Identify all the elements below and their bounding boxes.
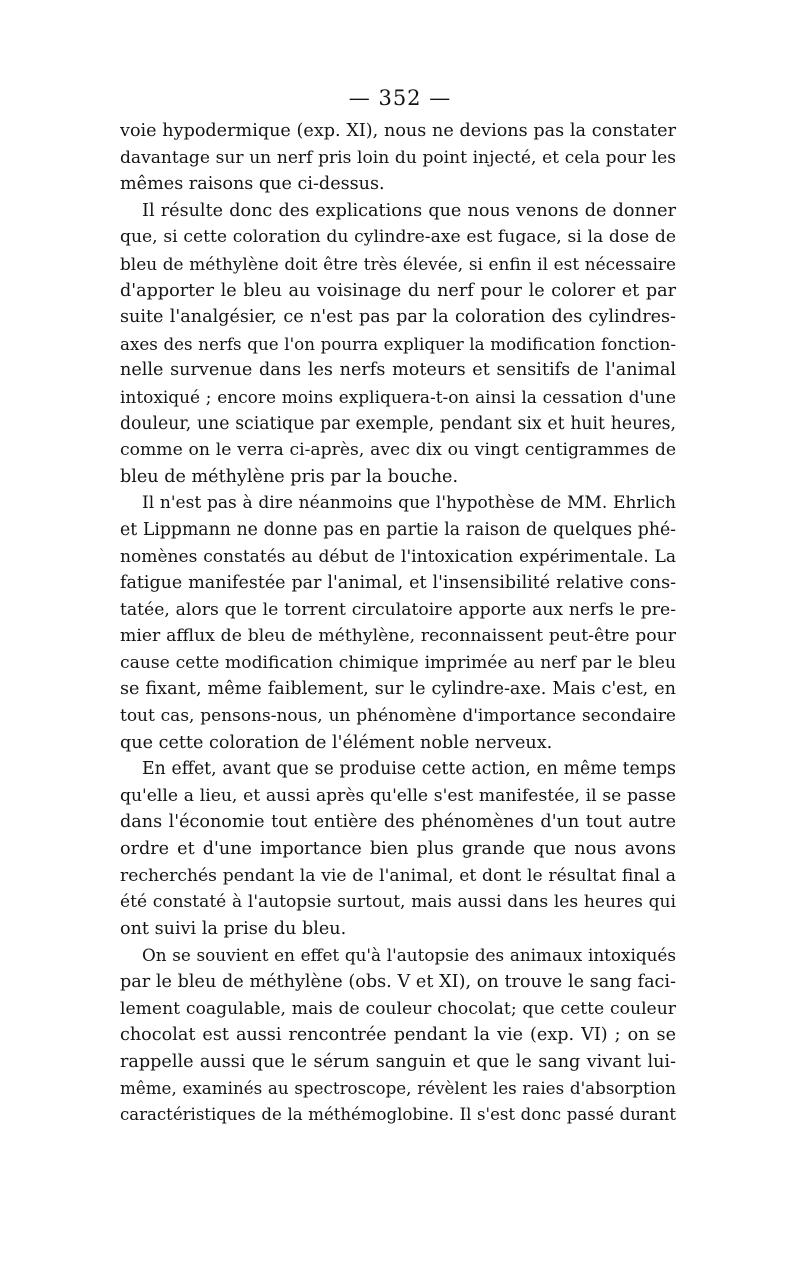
text-line: mêmes raisons que ci-dessus. [120,174,385,195]
text-line: que, si cette coloration du cylindre-axe est fugace, si la dose de [120,227,676,248]
text-line: même, examinés au spectroscope, révèlent les raies d'absorption [120,1078,676,1099]
text-line: chocolat est aussi rencontrée pendant la vie (exp. VI) ; on se [120,1025,676,1046]
page-number: — 352 — [348,86,452,110]
text-line: ont suivi la prise du bleu. [120,918,347,939]
text-line: nelle survenue dans les nerfs moteurs et sensitifs de l'animal [120,360,676,381]
body-text [120,118,676,1129]
text-line: nomènes constatés au début de l'intoxication expérimentale. La [120,546,676,567]
text-line: recherchés pendant la vie de l'animal, et dont le résultat final a [120,865,676,886]
text-line: rappelle aussi que le sérum sanguin et que le sang vivant lui- [120,1051,676,1072]
text-line: bleu de méthylène pris par la bouche. [120,466,459,487]
text-line: En effet, avant que se produise cette action, en même temps [142,759,676,780]
text-line: mier afflux de bleu de méthylène, reconnaissent peut-être pour [120,626,676,647]
text-line: tout cas, pensons-nous, un phénomène d'importance secondaire [120,706,676,727]
text-line: On se souvient en effet qu'à l'autopsie des animaux intoxiqués [142,945,676,966]
text-line: que cette coloration de l'élément noble nerveux. [120,732,553,753]
text-line: tatée, alors que le torrent circulatoire apporte aux nerfs le pre- [120,599,676,620]
text-line: comme on le verra ci-après, avec dix ou vingt centigrammes de [120,440,676,461]
text-line: caractéristiques de la méthémoglobine. Il s'est donc passé durant [120,1104,676,1124]
text-line: suite l'analgésier, ce n'est pas par la coloration des cylindres- [120,307,676,328]
text-line: cause cette modification chimique imprimée au nerf par le bleu [120,652,676,673]
text-line: qu'elle a lieu, et aussi après qu'elle s'est manifestée, il se passe [120,785,676,806]
text-line: voie hypodermique (exp. XI), nous ne devions pas la constater [120,121,676,141]
text-line: bleu de méthylène doit être très élevée, si enfin il est nécessaire [120,253,676,274]
text-line: intoxiqué ; encore moins expliquera-t-on ainsi la cessation d'une [120,386,676,407]
text-line: et Lippmann ne donne pas en partie la raison de quelques phé- [120,519,676,540]
text-line: dans l'économie tout entière des phénomènes d'un tout autre [120,812,676,833]
text-line: été constaté à l'autopsie surtout, mais aussi dans les heures qui [120,892,676,913]
text-line: se fixant, même faiblement, sur le cylindre-axe. Mais c'est, en [120,679,676,700]
text-line: Il n'est pas à dire néanmoins que l'hypothèse de MM. Ehrlich [142,493,676,514]
text-line: lement coagulable, mais de couleur chocolat; que cette couleur [120,998,676,1019]
text-line: fatigue manifestée par l'animal, et l'insensibilité relative cons- [120,573,676,594]
text-line: par le bleu de méthylène (obs. V et XI), on trouve le sang faci- [120,972,676,992]
text-line: Il résulte donc des explications que nous venons de donner [142,200,676,221]
text-line: ordre et d'une importance bien plus grande que nous avons [120,839,676,860]
text-line: axes des nerfs que l'on pourra expliquer la modification fonction- [120,333,676,354]
text-line: davantage sur un nerf pris loin du point injecté, et cela pour les [120,147,676,168]
text-line: douleur, une sciatique par exemple, pendant six et huit heures, [120,413,676,434]
text-line: d'apporter le bleu au voisinage du nerf pour le colorer et par [120,280,676,301]
